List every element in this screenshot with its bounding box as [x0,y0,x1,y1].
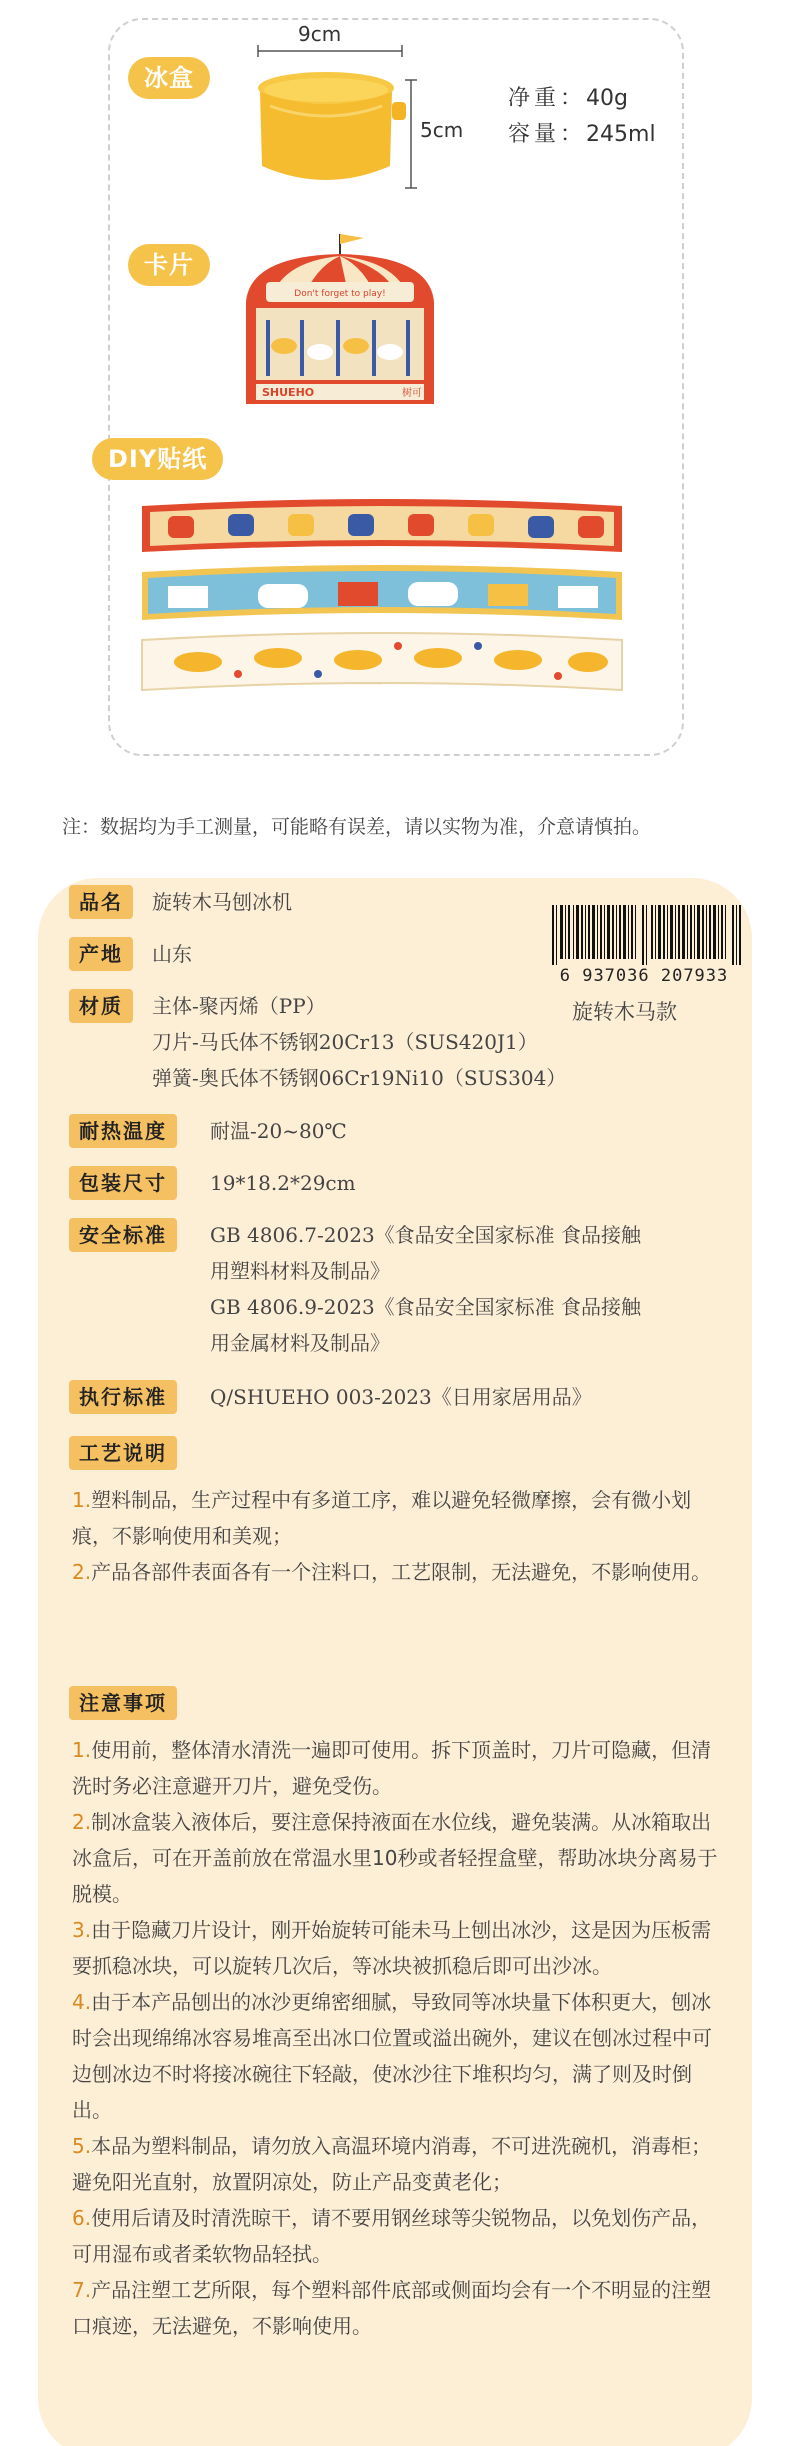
material-line-2: 刀片-马氏体不锈钢20Cr13（SUS420J1） [152,1030,538,1054]
caution-item: 3.由于隐藏刀片设计，刚开始旋转可能未马上刨出冰沙，这是因为压板需要抓稳冰块，可以旋转几次后，等冰块被抓稳后即可出沙冰。 [72,1918,712,1978]
material-line-1: 主体-聚丙烯（PP） [152,994,326,1018]
craft-item: 1.塑料制品，生产过程中有多道工序，难以避免轻微摩擦，会有微小划痕，不影响使用和美观； [72,1488,692,1548]
barcode-variant-label: 旋转木马款 [572,1000,677,1024]
name-label: 品名 [69,885,133,919]
width-dimension: 9cm [298,22,342,46]
caution-item: 2.制冰盒装入液体后，要注意保持液面在水位线，避免装满。从冰箱取出冰盒后，可在开盖前放在常温水里10秒或者轻捏盒壁，帮助冰块分离易于脱模。 [72,1810,718,1906]
measurement-note: 注：数据均为手工测量，可能略有误差，请以实物为准，介意请慎拍。 [62,816,652,838]
ice-box-image [250,66,410,194]
card-brand-cn: 树可 [402,388,422,399]
temperature-value: 耐温-20~80℃ [210,1119,347,1143]
caution-list [72,1732,722,2344]
temperature-label: 耐热温度 [69,1114,177,1148]
caution-item: 5.本品为塑料制品，请勿放入高温环境内消毒，不可进洗碗机，消毒柜；避免阳光直射，放置阴凉处，防止产品变黄老化； [72,2134,712,2194]
caution-item: 1.使用前，整体清水清洗一遍即可使用。拆下顶盖时，刀片可隐藏，但清洗时务必注意避开刀片，避免受伤。 [72,1738,712,1798]
ice-box-label: 冰盒 [128,57,210,99]
card-banner-text: Don't forget to play! [294,289,386,299]
sticker-label: DIY贴纸 [92,438,223,480]
craft-list [72,1482,722,1590]
barcode-number: 6 937036 207933 [559,966,729,986]
exec-standard-label: 执行标准 [69,1380,177,1414]
net-weight: 净重：40g [508,86,628,111]
origin-value: 山东 [152,942,192,966]
width-dimension-line [256,44,404,58]
package-size-label: 包装尺寸 [69,1166,177,1200]
safety-line-4: 用金属材料及制品》 [210,1331,390,1355]
origin-label: 产地 [69,937,133,971]
barcode-image [552,905,742,965]
craft-title: 工艺说明 [69,1436,177,1470]
carousel-card-image [240,228,440,418]
height-dimension: 5cm [420,118,464,142]
caution-item: 4.由于本产品刨出的冰沙更绵密细腻，导致同等冰块量下体积更大，刨冰时会出现绵绵冰容易堆高至出冰口位置或溢出碗外，建议在刨冰过程中可边刨冰边不时将接冰碗往下轻敲，使冰沙往下堆积均匀，满了则及时倒出。 [72,1990,712,2122]
caution-item: 6.使用后请及时清洗晾干，请不要用钢丝球等尖锐物品，以免划伤产品，可用湿布或者柔软物品轻拭。 [72,2206,712,2266]
craft-item: 2.产品各部件表面各有一个注料口，工艺限制，无法避免，不影响使用。 [72,1560,712,1584]
card-label: 卡片 [128,244,210,286]
height-dimension-line [404,78,418,190]
material-line-3: 弹簧-奥氏体不锈钢06Cr19Ni10（SUS304） [152,1066,567,1090]
safety-line-2: 用塑料材料及制品》 [210,1259,390,1283]
card-brand: SHUEHO [262,386,315,399]
material-label: 材质 [69,989,133,1023]
capacity: 容量：245ml [508,122,656,147]
safety-line-1: GB 4806.7-2023《食品安全国家标准 食品接触 [210,1223,642,1247]
exec-standard-value: Q/SHUEHO 003-2023《日用家居用品》 [210,1385,592,1409]
diy-stickers-image [138,494,626,716]
name-value: 旋转木马刨冰机 [152,890,292,914]
caution-item: 7.产品注塑工艺所限，每个塑料部件底部或侧面均会有一个不明显的注塑口痕迹，无法避免，不影响使用。 [72,2278,712,2338]
package-size-value: 19*18.2*29cm [210,1171,356,1195]
safety-line-3: GB 4806.9-2023《食品安全国家标准 食品接触 [210,1295,642,1319]
safety-standard-label: 安全标准 [69,1218,177,1252]
caution-title: 注意事项 [69,1686,177,1720]
